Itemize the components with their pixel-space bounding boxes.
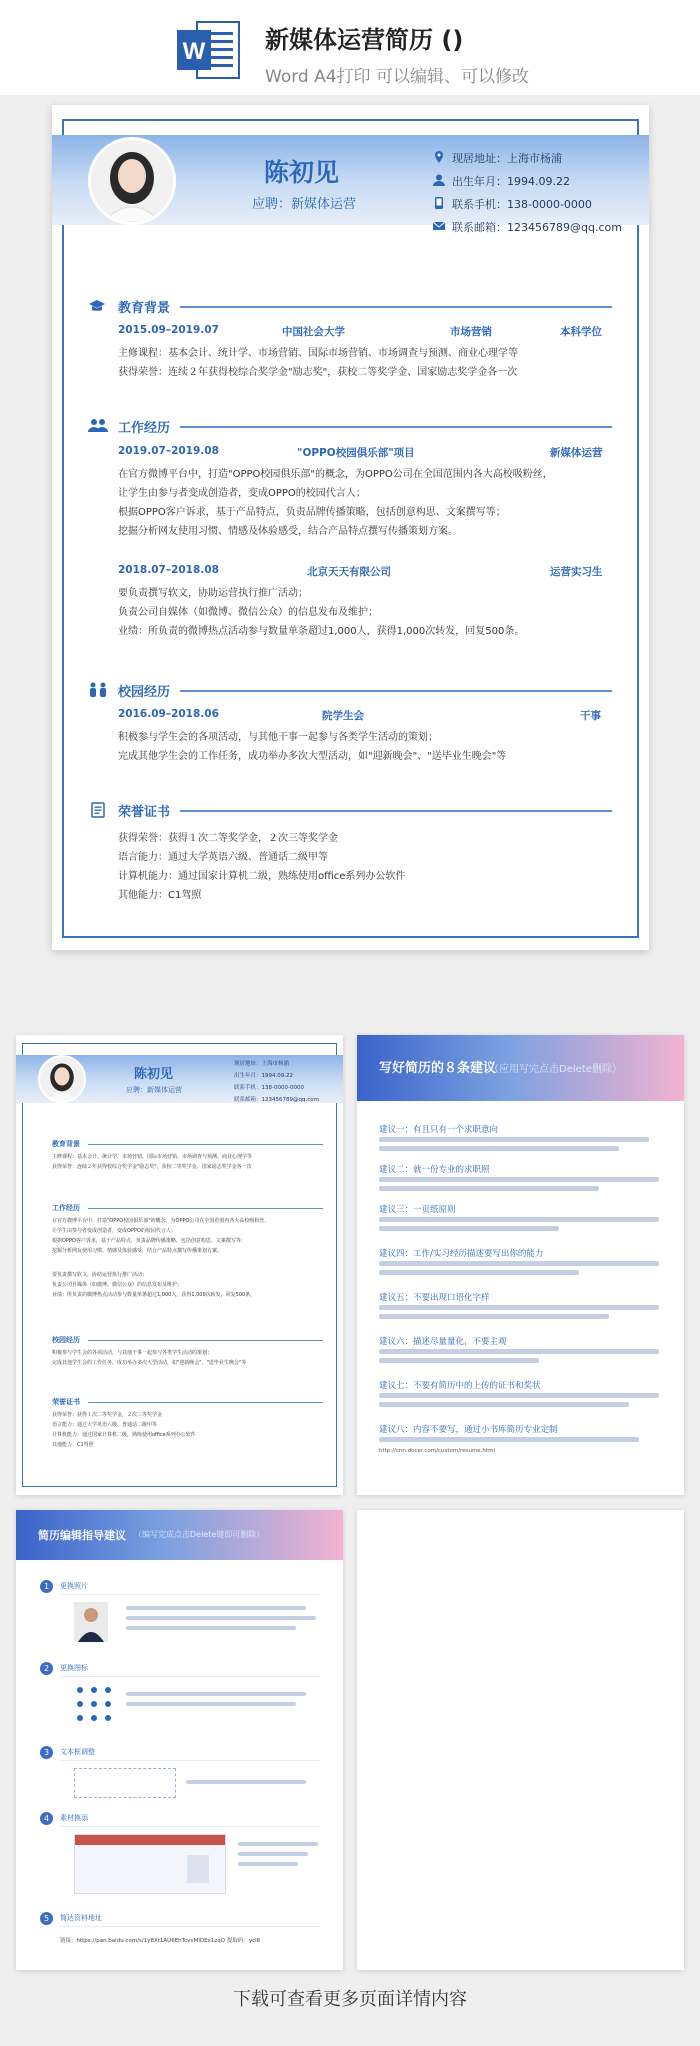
tip-text-placeholder [379, 1305, 659, 1310]
step-text-placeholder [186, 1780, 306, 1784]
edu-school: 中国社会大学 [282, 326, 345, 338]
thumb-line: 语言能力：通过大学英语六级、普通话二级甲等 [52, 1422, 158, 1428]
tip-text-placeholder [379, 1226, 559, 1231]
tip-text-placeholder [379, 1270, 579, 1275]
tip-heading: 建议一：有且只有一个求职意向 [379, 1125, 499, 1135]
tip-text-placeholder [379, 1146, 619, 1151]
step-label: 素材换添 [60, 1814, 88, 1822]
thumb-line: 负责公司自媒体（如微博、微信公众）的信息发布及维护； [52, 1282, 183, 1288]
step-number: 2 [40, 1662, 53, 1675]
job-date: 2018.07–2018.08 [118, 564, 219, 576]
campus-org: 院学生会 [322, 710, 364, 722]
job-line: 根据OPPO客户诉求，基于产品特点，负责品牌传播策略，包括创意构思、文案撰写等； [118, 507, 506, 518]
icon-set-icon [74, 1684, 114, 1724]
thumb-line: 完成其他学生会的工作任务，成功举办多次大型活动，如"迎新晚会"、"送毕业生晚会"等 [52, 1360, 247, 1366]
tip-text-placeholder [379, 1261, 659, 1266]
tips-link[interactable]: http://cnn.docer.com/custom/resume.html [379, 1448, 495, 1454]
step-divider [60, 1826, 320, 1827]
edu-date: 2015.09–2019.07 [118, 324, 219, 336]
job-org: 北京天天有限公司 [307, 566, 391, 578]
thumb-line: 业绩：所负责的微博热点活动参与数量单条超过1,000人，获得1,000次转发，回复500条。 [52, 1292, 256, 1298]
job-date: 2019.07–2019.08 [118, 445, 219, 457]
page-header [0, 0, 700, 95]
section-divider [180, 810, 612, 812]
step-label: 简达资料地址 [60, 1914, 102, 1922]
tip-text-placeholder [379, 1402, 629, 1407]
thumb-info: 现居地址：上海市杨浦 [234, 1061, 290, 1067]
honor-line: 其他能力：C1驾照 [118, 890, 202, 901]
thumb-divider [88, 1340, 323, 1341]
step-divider [60, 1594, 320, 1595]
thumb-avatar [38, 1055, 86, 1103]
step-number: 3 [40, 1746, 53, 1759]
campus-date: 2016.09–2018.06 [118, 708, 219, 720]
step-label: 文本框调整 [60, 1748, 95, 1756]
step-text-placeholder [126, 1692, 306, 1696]
sample-photo-small [187, 1855, 209, 1883]
tip-text-placeholder [379, 1437, 639, 1442]
certificate-icon [90, 802, 106, 818]
resume-page-preview [52, 105, 649, 950]
info-address: 现居地址：上海市杨浦 [452, 152, 562, 165]
thumb-line: 要负责撰写软文，协助运营执行推广活动； [52, 1272, 148, 1278]
tip-heading: 建议四：工作/实习经历描述要写出你的能力 [379, 1249, 544, 1259]
thumb-apply: 应聘：新媒体运营 [126, 1086, 182, 1094]
job-line: 业绩：所负责的微博热点活动参与数量单条超过1,000人，获得1,000次转发，回复500条。 [118, 626, 525, 637]
campus-role: 干事 [580, 710, 601, 722]
tip-text-placeholder [379, 1186, 599, 1191]
thumb-line: 让学生由参与者变成创造者，变成OPPO的校园代言人； [52, 1228, 176, 1234]
phone-icon [432, 196, 446, 210]
step-text-placeholder [126, 1606, 306, 1610]
job-line: 要负责撰写软文，协助运营执行推广活动； [118, 588, 308, 599]
guide-page-preview [16, 1510, 343, 1970]
edu-line: 获得荣誉：连续２年获得校综合奖学金"励志奖"，获校二等奖学金、国家励志奖学金各一次 [118, 367, 518, 378]
svg-text:W: W [182, 38, 206, 65]
sample-photo [74, 1602, 108, 1642]
campus-line: 完成其他学生会的工作任务，成功举办多次大型活动，如"迎新晚会"、"送毕业生晚会"等 [118, 751, 507, 762]
tip-text-placeholder [379, 1137, 649, 1142]
thumb-line: 积极参与学生会的各项活动，与其他干事一起参与各类学生活动的策划； [52, 1350, 213, 1356]
job-line: 在官方微博平台中，打造"OPPO校园俱乐部"的概念，为OPPO公司在全国范围内各大高校吸粉丝， [118, 469, 553, 480]
tip-heading: 建议五：不要出现口语化字样 [379, 1293, 490, 1303]
info-email: 联系邮箱：123456789@qq.com [452, 221, 622, 234]
section-divider [180, 690, 612, 692]
step-text-placeholder [238, 1842, 318, 1846]
location-icon [432, 150, 446, 164]
textbox-sample [74, 1768, 176, 1798]
graduation-cap-icon [88, 298, 106, 314]
step-divider [60, 1760, 320, 1761]
tips-subtitle: （应用写完点击Delete删除） [489, 1064, 622, 1075]
resume-apply: 应聘：新媒体运营 [252, 197, 357, 212]
edu-line: 主修课程：基本会计、统计学、市场营销、国际市场营销、市场调查与预测、商业心理学等 [118, 348, 518, 359]
edu-major: 市场营销 [450, 326, 492, 338]
guide-subtitle: （编写完成点击Delete键即可删除） [134, 1530, 265, 1539]
thumb-name: 陈初见 [134, 1067, 174, 1082]
step-text-placeholder [126, 1626, 296, 1630]
man-portrait-icon [74, 1602, 108, 1642]
app-toolbar [75, 1835, 225, 1845]
info-birth: 出生年月：1994.09.22 [452, 175, 570, 188]
section-title-work: 工作经历 [118, 421, 171, 436]
job-line: 让学生由参与者变成创造者，变成OPPO的校园代言人； [118, 488, 366, 499]
tips-title: 写好简历的８条建议 [379, 1061, 497, 1076]
portrait-icon [91, 140, 173, 222]
section-divider [180, 306, 612, 308]
tip-heading: 建议六：描述尽量量化，不要主观 [379, 1337, 507, 1347]
avatar [88, 137, 176, 225]
step-text-placeholder [126, 1616, 316, 1620]
tip-text-placeholder [379, 1358, 539, 1363]
person-icon [432, 173, 446, 187]
thumb-info: 出生年月：1994.09.22 [234, 1073, 293, 1079]
thumb-line: 获得荣誉：获得１次二等奖学金，２次三等奖学金 [52, 1412, 163, 1418]
thumb-section-title: 荣誉证书 [52, 1398, 80, 1406]
software-screenshot-sample [74, 1834, 226, 1894]
thumb-line: 在官方微博平台中，打造"OPPO校园俱乐部"的概念，为OPPO公司在全国范围内各大高校吸粉丝， [52, 1218, 270, 1224]
step-text-placeholder [238, 1862, 298, 1866]
section-divider [180, 426, 612, 428]
step-label: 更换图标 [60, 1664, 88, 1672]
thumb-section-title: 教育背景 [52, 1140, 80, 1148]
step-number: 4 [40, 1812, 53, 1825]
tip-text-placeholder [379, 1349, 659, 1354]
step-number: 1 [40, 1580, 53, 1593]
step-label: 更换照片 [60, 1582, 88, 1590]
word-logo-icon [175, 18, 241, 82]
step-divider [60, 1676, 320, 1677]
campus-line: 积极参与学生会的各项活动，与其他干事一起参与各类学生活动的策划； [118, 732, 438, 743]
thumb-divider [88, 1208, 323, 1209]
honor-line: 计算机能力：通过国家计算机二级，熟练使用office系列办公软件 [118, 871, 406, 882]
thumb-line: 根据OPPO客户诉求，基于产品特点，负责品牌传播策略，包括创意构思、文案撰写等； [52, 1238, 246, 1244]
job-role: 新媒体运营 [550, 447, 603, 459]
tip-heading: 建议三：一页纸原则 [379, 1205, 456, 1215]
honor-line: 获得荣誉：获得１次二等奖学金，２次三等奖学金 [118, 833, 338, 844]
job-line: 负责公司自媒体（如微博、微信公众）的信息发布及维护； [118, 607, 378, 618]
section-title-campus: 校园经历 [118, 685, 171, 700]
step-text-placeholder [126, 1702, 296, 1706]
step-number: 5 [40, 1912, 53, 1925]
blank-page-preview [357, 1510, 684, 1970]
info-phone: 联系手机：138-0000-0000 [452, 198, 592, 211]
guide-link[interactable]: 链接：https://pan.baidu.com/s/1y8Xt1AU6EhTcvvMlDEx1zqQ 提取码：ycl8 [60, 1938, 261, 1944]
thumb-section-title: 工作经历 [52, 1204, 80, 1212]
section-title-education: 教育背景 [118, 301, 171, 316]
thumb-line: 计算机能力：通过国家计算机二级，熟练使用office系列办公软件 [52, 1432, 196, 1438]
doc-subtitle: Word A4打印 可以编辑、可以修改 [265, 67, 529, 87]
thumb-info: 联系邮箱：123456789@qq.com [234, 1097, 319, 1103]
honor-line: 语言能力：通过大学英语六级、普通话二级甲等 [118, 852, 328, 863]
resume-name: 陈初见 [264, 158, 340, 187]
doc-title: 新媒体运营简历 () [265, 26, 464, 54]
step-divider [60, 1926, 320, 1927]
mail-icon [432, 219, 446, 233]
thumb-portrait-icon [40, 1057, 84, 1101]
tip-text-placeholder [379, 1217, 659, 1222]
edu-degree: 本科学位 [560, 326, 602, 338]
people-icon [88, 418, 108, 432]
icon-grid-sample [74, 1684, 114, 1724]
thumb-info: 联系手机：138-0000-0000 [234, 1085, 304, 1091]
guide-title: 简历编辑指导建议 [38, 1529, 126, 1542]
thumb-section-title: 校园经历 [52, 1336, 80, 1344]
thumb-line: 获得荣誉：连续２年获得校综合奖学金"励志奖"，获校二等奖学金、国家励志奖学金各一次 [52, 1164, 252, 1170]
thumb-line: 其他能力：C1驾照 [52, 1442, 94, 1448]
tips-page-preview [357, 1035, 684, 1495]
tip-heading: 建议七：不要有简历中的上传的证书和奖状 [379, 1381, 541, 1391]
job-org: "OPPO校园俱乐部"项目 [297, 447, 415, 459]
tip-text-placeholder [379, 1393, 659, 1398]
campus-people-icon [88, 682, 108, 697]
job-role: 运营实习生 [550, 566, 603, 578]
thumb-line: 挖掘分析网友使用习惯、情感及体验感受，结合产品特点撰写传播策划方案。 [52, 1248, 223, 1254]
tip-heading: 建议八：内容不要写，通过小书库简历专业定制 [379, 1425, 558, 1435]
step-text-placeholder [238, 1852, 308, 1856]
tip-text-placeholder [379, 1314, 609, 1319]
thumb-line: 主修课程：基本会计、统计学、市场营销、国际市场营销、市场调查与预测、商业心理学等 [52, 1154, 253, 1160]
tip-text-placeholder [379, 1177, 659, 1182]
resume-thumbnail [16, 1035, 343, 1495]
download-more-text[interactable]: 下载可查看更多页面详情内容 [233, 1989, 467, 2010]
thumb-divider [88, 1402, 323, 1403]
job-line: 挖掘分析网友使用习惯、情感及体验感受，结合产品特点撰写传播策划方案。 [118, 526, 458, 537]
section-title-honors: 荣誉证书 [118, 805, 171, 820]
tip-heading: 建议二：就一份专业的求职照 [379, 1165, 490, 1175]
thumb-divider [88, 1144, 323, 1145]
